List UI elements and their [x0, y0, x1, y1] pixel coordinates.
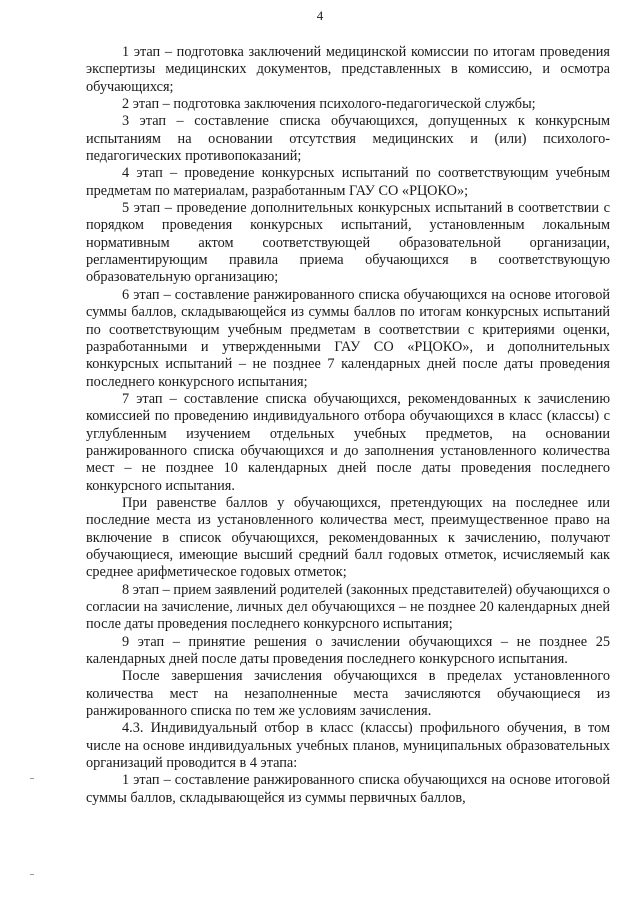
paragraph-stage-5-additional-tests: 5 этап – проведение дополнительных конкурсных испытаний в соответствии с порядком проведения конкурсных испытаний, установленным локальным нормативным актом соответствующей образовательной организации, регламентирующим правила приема обучающихся в соответствующую образовательную организацию; — [86, 200, 610, 286]
paragraph-vacant-places: После завершения зачисления обучающихся в пределах установленного количества мест на незаполненные места зачисляются обучающиеся из ранжированного списка по тем же условиям зачисления. — [86, 668, 610, 720]
paragraph-profile-stage-1: 1 этап – составление ранжированного списка обучающихся на основе итоговой суммы баллов, складывающейся из суммы первичных баллов, — [86, 772, 610, 806]
scan-mark-1 — [30, 778, 34, 779]
paragraph-stage-9-enrollment-decision: 9 этап – принятие решения о зачислении обучающихся – не позднее 25 календарных дней после даты проведения последнего конкурсного испытания. — [86, 633, 610, 668]
page-number: 4 — [316, 8, 324, 23]
scan-mark-2 — [30, 874, 34, 875]
paragraph-stage-4-competitive-tests: 4 этап – проведение конкурсных испытаний по соответствующим учебным предметам по материалам, разработанным ГАУ СО «РЦОКО»; — [86, 165, 610, 199]
paragraph-stage-3-admitted-list: 3 этап – составление списка обучающихся, допущенных к конкурсным испытаниям на основании отсутствия медицинских и (или) психолого-педагогических противопоказаний; — [86, 113, 610, 165]
paragraph-section-4-3: 4.3. Индивидуальный отбор в класс (классы) профильного обучения, в том числе на основе индивидуальных учебных планов, муниципальных образовательных организаций проводится в 4 этапа: — [86, 720, 610, 772]
paragraph-stage-2-psychology: 2 этап – подготовка заключения психолого-педагогической службы; — [122, 96, 536, 113]
paragraph-stage-7-recommended-list: 7 этап – составление списка обучающихся, рекомендованных к зачислению комиссией по проведению индивидуального отбора обучающихся в класс (классы) с углубленным изучением отдельных учебных предметов, на основании ранжированного списка обучающихся и до заполнения установленного количества мест – не позднее 10 календарных дней после даты проведения последнего конкурсного испытания. — [86, 390, 610, 494]
paragraph-equal-scores: При равенстве баллов у обучающихся, претендующих на последнее или последние места из установленного количества мест, преимущественное право на включение в список обучающихся, рекомендованных к зачислению, получают обучающиеся, имеющие высший средний балл годовых отметок, исчисляемый как среднее арифметическое годовых отметок; — [86, 494, 610, 581]
paragraph-stage-8-applications: 8 этап – прием заявлений родителей (законных представителей) обучающихся о согласии на зачисление, личных дел обучающихся – не позднее 20 календарных дней после даты проведения последнего конкурсного испытания; — [86, 581, 610, 633]
paragraph-stage-6-ranked-list: 6 этап – составление ранжированного списка обучающихся на основе итоговой суммы баллов, складывающейся из суммы баллов по итогам конкурсных испытаний по соответствующим учебным предметам в соответствии с критериями оценки, разработанными и утвержденными ГАУ СО «РЦОКО», и дополнительных конкурсных испытаний – не позднее 7 календарных дней после даты проведения последнего конкурсного испытания; — [86, 286, 610, 390]
document-body — [86, 44, 610, 807]
paragraph-stage-1-medical: 1 этап – подготовка заключений медицинской комиссии по итогам проведения экспертизы медицинских документов, представленных в комиссию, и осмотра обучающихся; — [86, 44, 610, 95]
